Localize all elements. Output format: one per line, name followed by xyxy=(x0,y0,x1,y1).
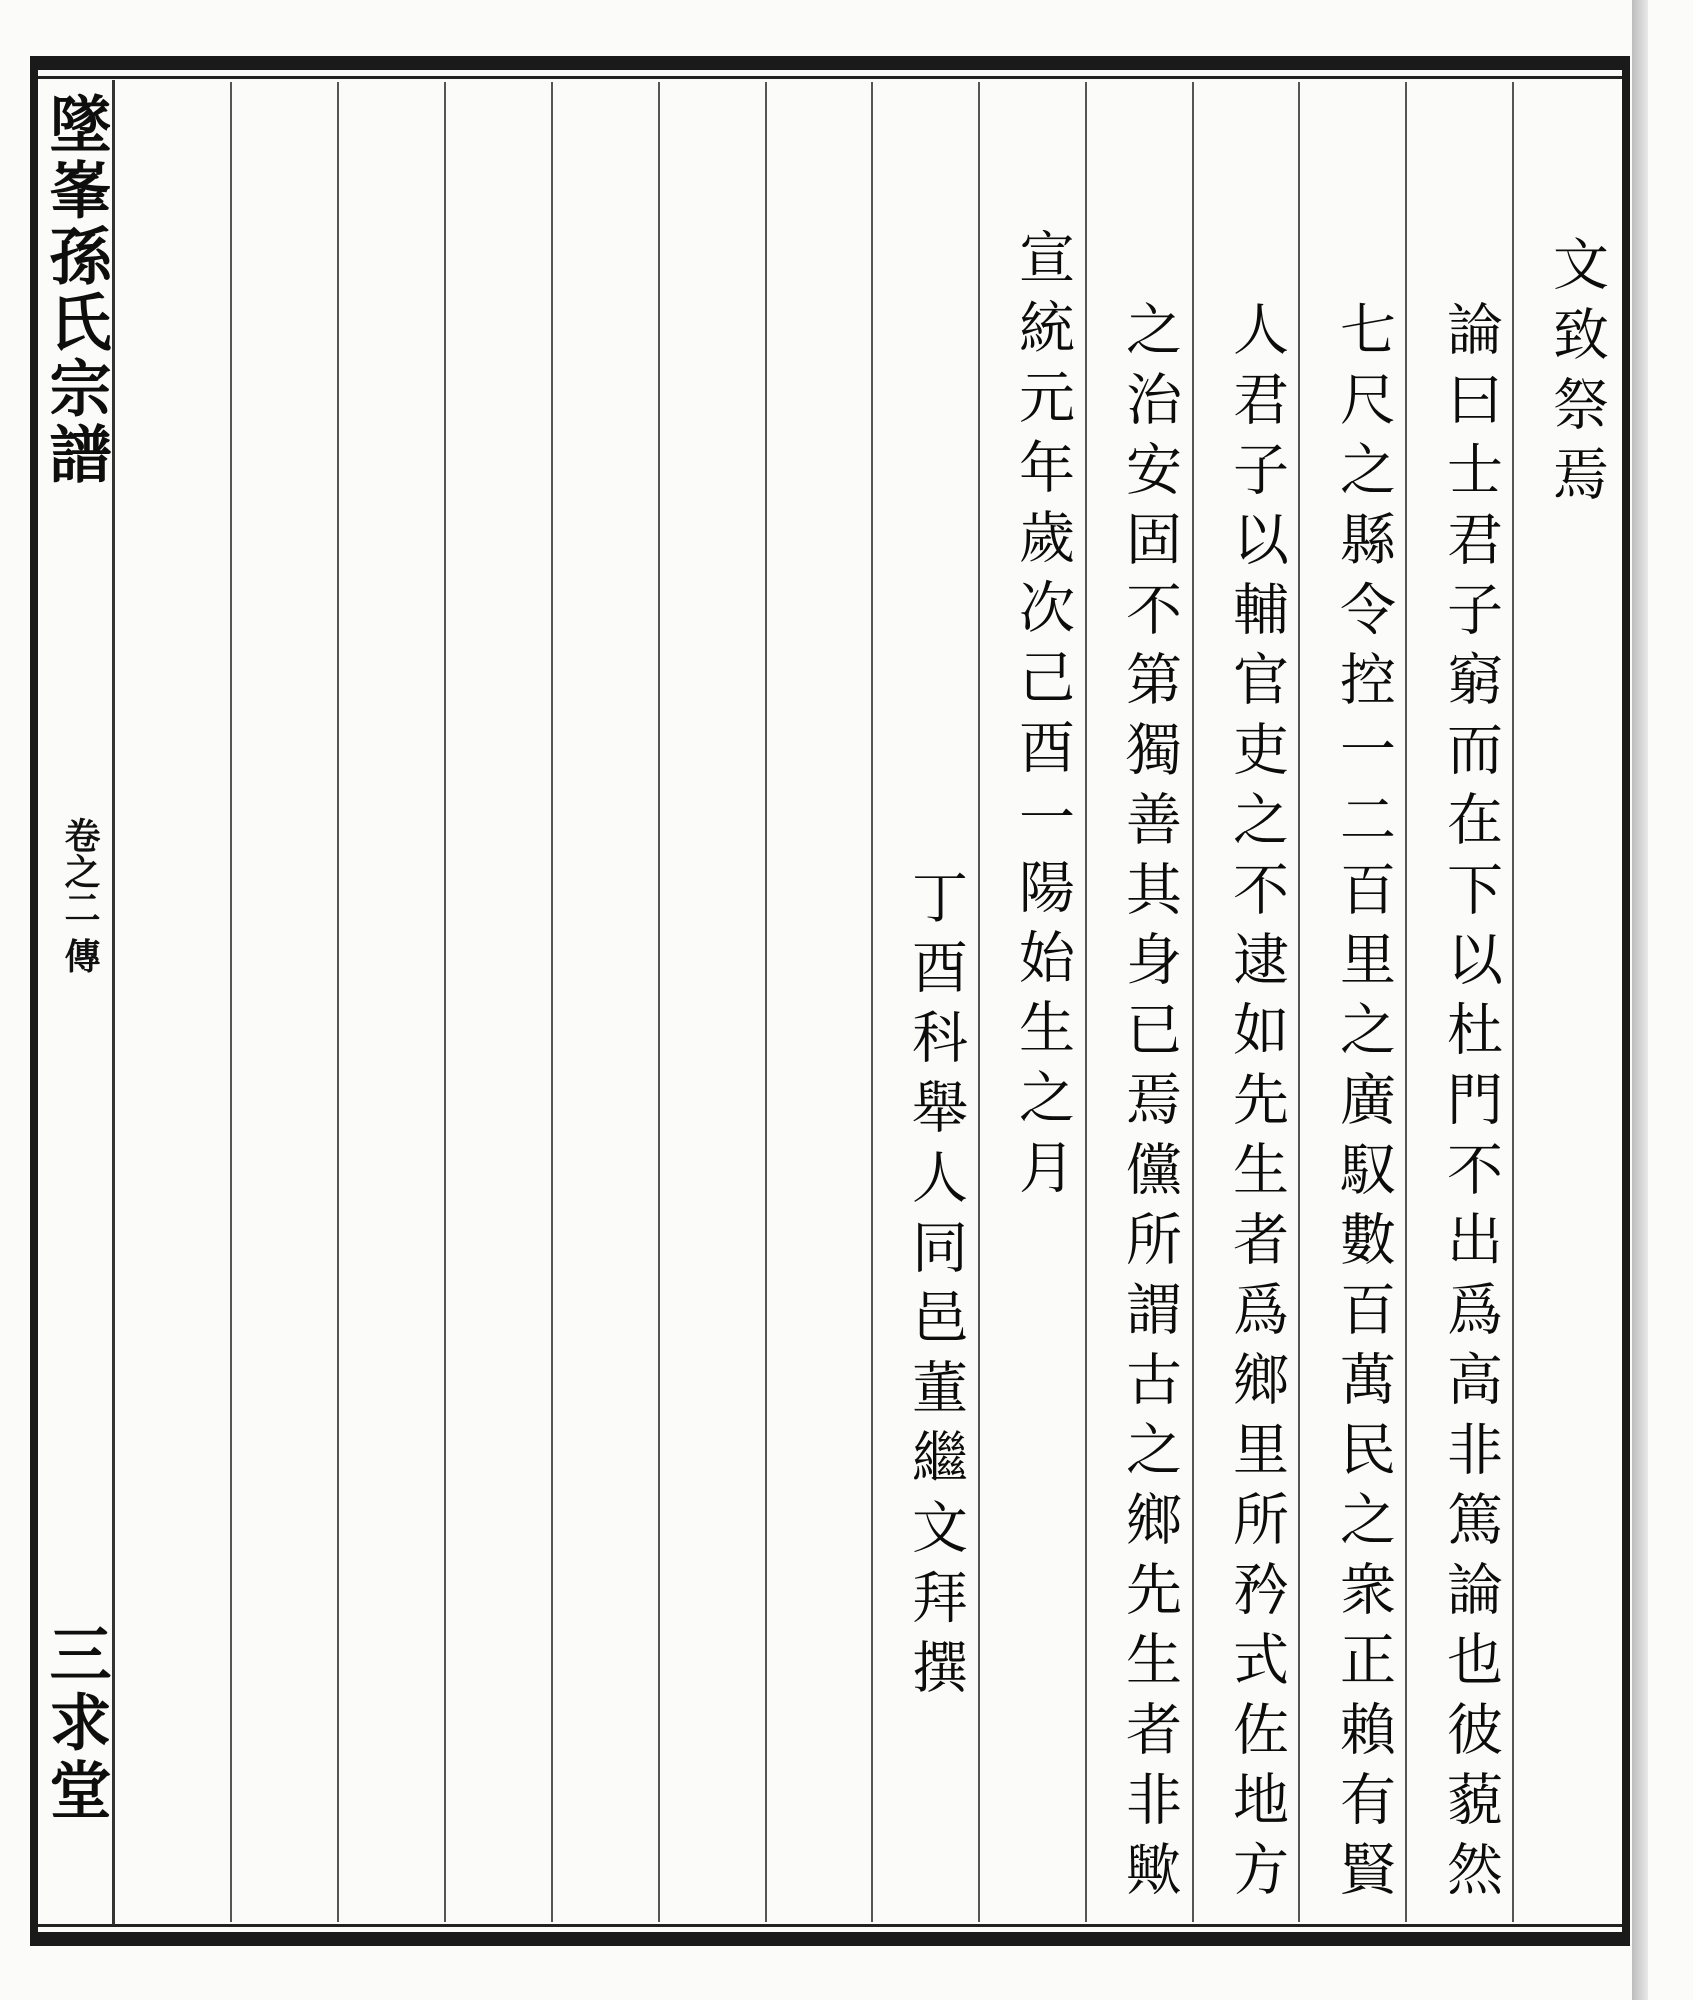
page-edge-shadow xyxy=(1632,0,1648,2000)
column-rule xyxy=(871,82,873,1922)
column-rule xyxy=(1192,82,1194,1922)
column-rule xyxy=(1405,82,1407,1922)
text-column-2: 論曰士君子窮而在下以杜門不出爲高非篤論也彼藐然 xyxy=(1438,300,1503,1910)
column-rule xyxy=(658,82,660,1922)
column-rule xyxy=(765,82,767,1922)
spine-hall-name: 三求堂 xyxy=(39,1622,112,1826)
frame-left-border xyxy=(30,56,38,1946)
frame-right-border xyxy=(1622,56,1630,1946)
text-column-1: 文致祭焉 xyxy=(1544,235,1609,515)
frame-top-inner-line xyxy=(30,76,1630,79)
column-rule xyxy=(230,82,232,1922)
text-column-3: 七尺之縣令控一二百里之廣馭數百萬民之衆正賴有賢 xyxy=(1331,300,1396,1910)
text-column-date: 宣統元年歲次己酉一陽始生之月 xyxy=(1010,228,1075,1208)
column-rule xyxy=(444,82,446,1922)
spine-book-title: 墜峯孫氏宗譜 xyxy=(39,92,112,488)
spine-divider xyxy=(112,80,115,1925)
column-rule xyxy=(337,82,339,1922)
text-column-author: 丁酉科舉人同邑董繼文拜撰 xyxy=(903,868,968,1708)
text-column-5: 之治安固不第獨善其身已焉儻所謂古之鄉先生者非歟 xyxy=(1117,300,1182,1910)
book-spine xyxy=(40,92,110,1912)
column-rule xyxy=(1512,82,1514,1922)
spine-chapter-label: 卷之二 傳 xyxy=(59,817,101,974)
column-rule xyxy=(978,82,980,1922)
frame-bottom-inner-line xyxy=(30,1924,1630,1927)
column-rule xyxy=(1085,82,1087,1922)
frame-bottom-border xyxy=(30,1932,1630,1946)
frame-top-border xyxy=(30,56,1630,70)
column-rule xyxy=(1298,82,1300,1922)
column-rule xyxy=(551,82,553,1922)
text-column-4: 人君子以輔官吏之不逮如先生者爲鄉里所矜式佐地方 xyxy=(1224,300,1289,1910)
